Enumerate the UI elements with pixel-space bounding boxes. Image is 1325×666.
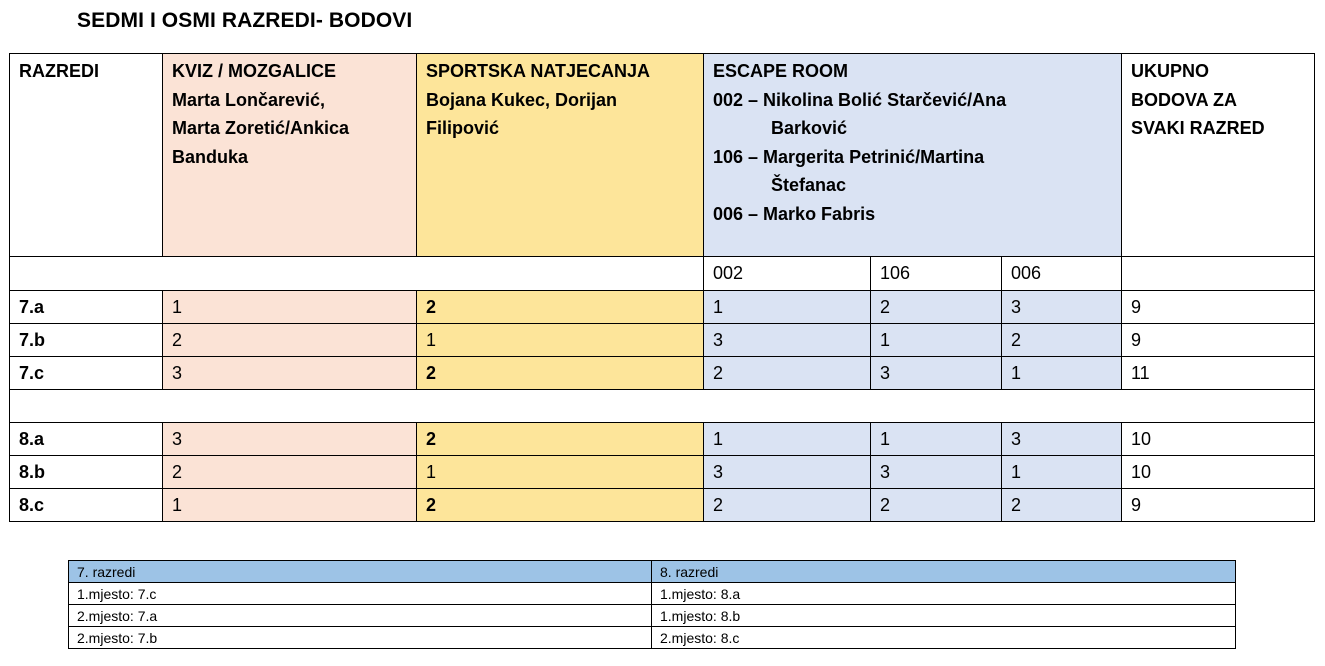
ranking-grade-7: 2.mjesto: 7.b xyxy=(69,627,652,649)
table-row xyxy=(10,423,1315,456)
ranking-header-7: 7. razredi xyxy=(69,561,652,583)
ranking-grade-8: 1.mjesto: 8.a xyxy=(652,583,1236,605)
sport-points: 2 xyxy=(417,489,704,522)
total-points: 10 xyxy=(1122,456,1315,489)
header-escape-line: 002 – Nikolina Bolić Starčević/Ana xyxy=(713,89,1007,110)
points-table xyxy=(9,53,1315,522)
table-row xyxy=(10,291,1315,324)
rows-grade-8 xyxy=(10,423,1315,522)
header-escape-title: ESCAPE ROOM xyxy=(713,61,849,81)
header-escape-room xyxy=(704,54,1122,257)
escape-002-points: 3 xyxy=(704,456,871,489)
header-ukupno-line: SVAKI RAZRED xyxy=(1131,118,1265,139)
table-row xyxy=(10,357,1315,390)
ranking-row xyxy=(69,627,1236,649)
escape-006-points: 3 xyxy=(1002,291,1122,324)
header-ukupno-line: BODOVA ZA xyxy=(1131,89,1237,110)
class-label: 8.a xyxy=(10,423,163,456)
total-points: 10 xyxy=(1122,423,1315,456)
header-sport xyxy=(417,54,704,257)
subheader-row xyxy=(10,257,1315,291)
table-row xyxy=(10,489,1315,522)
table-row xyxy=(10,324,1315,357)
subheader-room-002: 002 xyxy=(704,257,871,291)
escape-002-points: 1 xyxy=(704,423,871,456)
escape-002-points: 2 xyxy=(704,357,871,390)
table-row xyxy=(10,456,1315,489)
header-sport-line: Filipović xyxy=(426,118,500,139)
ranking-row xyxy=(69,605,1236,627)
header-escape-line: 106 – Margerita Petrinić/Martina xyxy=(713,146,985,167)
escape-006-points: 2 xyxy=(1002,489,1122,522)
kviz-points: 2 xyxy=(163,456,417,489)
sport-points: 2 xyxy=(417,423,704,456)
ranking-rows xyxy=(69,583,1236,649)
escape-106-points: 3 xyxy=(871,357,1002,390)
escape-006-points: 2 xyxy=(1002,324,1122,357)
header-row xyxy=(10,54,1315,257)
rows-grade-7 xyxy=(10,291,1315,390)
class-label: 7.a xyxy=(10,291,163,324)
ranking-header-8: 8. razredi xyxy=(652,561,1236,583)
page-title: SEDMI I OSMI RAZREDI- BODOVI xyxy=(77,9,413,32)
class-label: 7.c xyxy=(10,357,163,390)
subheader-empty xyxy=(1122,257,1315,291)
ranking-table xyxy=(68,560,1236,649)
subheader-room-006: 006 xyxy=(1002,257,1122,291)
escape-106-points: 1 xyxy=(871,423,1002,456)
header-razredi: RAZREDI xyxy=(10,54,163,257)
ranking-grade-8: 1.mjesto: 8.b xyxy=(652,605,1236,627)
ranking-grade-7: 1.mjesto: 7.c xyxy=(69,583,652,605)
escape-106-points: 3 xyxy=(871,456,1002,489)
total-points: 9 xyxy=(1122,489,1315,522)
ranking-header-row xyxy=(69,561,1236,583)
total-points: 9 xyxy=(1122,324,1315,357)
escape-106-points: 2 xyxy=(871,489,1002,522)
escape-006-points: 3 xyxy=(1002,423,1122,456)
escape-106-points: 1 xyxy=(871,324,1002,357)
header-escape-line: Štefanac xyxy=(771,175,847,196)
header-kviz xyxy=(163,54,417,257)
class-label: 8.b xyxy=(10,456,163,489)
escape-106-points: 2 xyxy=(871,291,1002,324)
ranking-grade-7: 2.mjesto: 7.a xyxy=(69,605,652,627)
header-kviz-line: Marta Lončarević, xyxy=(172,89,326,110)
escape-006-points: 1 xyxy=(1002,357,1122,390)
escape-002-points: 1 xyxy=(704,291,871,324)
subheader-room-106: 106 xyxy=(871,257,1002,291)
kviz-points: 1 xyxy=(163,489,417,522)
separator-cell xyxy=(10,390,1315,423)
sport-points: 1 xyxy=(417,456,704,489)
class-label: 8.c xyxy=(10,489,163,522)
sport-points: 2 xyxy=(417,291,704,324)
header-sport-title: SPORTSKA NATJECANJA xyxy=(426,61,651,81)
ranking-row xyxy=(69,583,1236,605)
sport-points: 1 xyxy=(417,324,704,357)
header-ukupno xyxy=(1122,54,1315,257)
header-kviz-line: Banduka xyxy=(172,146,249,167)
header-sport-line: Bojana Kukec, Dorijan xyxy=(426,89,618,110)
kviz-points: 1 xyxy=(163,291,417,324)
kviz-points: 3 xyxy=(163,423,417,456)
header-kviz-line: Marta Zoretić/Ankica xyxy=(172,118,350,139)
total-points: 11 xyxy=(1122,357,1315,390)
sport-points: 2 xyxy=(417,357,704,390)
escape-006-points: 1 xyxy=(1002,456,1122,489)
header-escape-line: 006 – Marko Fabris xyxy=(713,203,876,224)
kviz-points: 2 xyxy=(163,324,417,357)
total-points: 9 xyxy=(1122,291,1315,324)
kviz-points: 3 xyxy=(163,357,417,390)
class-label: 7.b xyxy=(10,324,163,357)
header-escape-line: Barković xyxy=(771,118,848,139)
escape-002-points: 2 xyxy=(704,489,871,522)
ranking-grade-8: 2.mjesto: 8.c xyxy=(652,627,1236,649)
separator-row xyxy=(10,390,1315,423)
header-ukupno-line: UKUPNO xyxy=(1131,61,1210,81)
escape-002-points: 3 xyxy=(704,324,871,357)
header-kviz-title: KVIZ / MOZGALICE xyxy=(172,61,336,81)
subheader-empty xyxy=(10,257,704,291)
